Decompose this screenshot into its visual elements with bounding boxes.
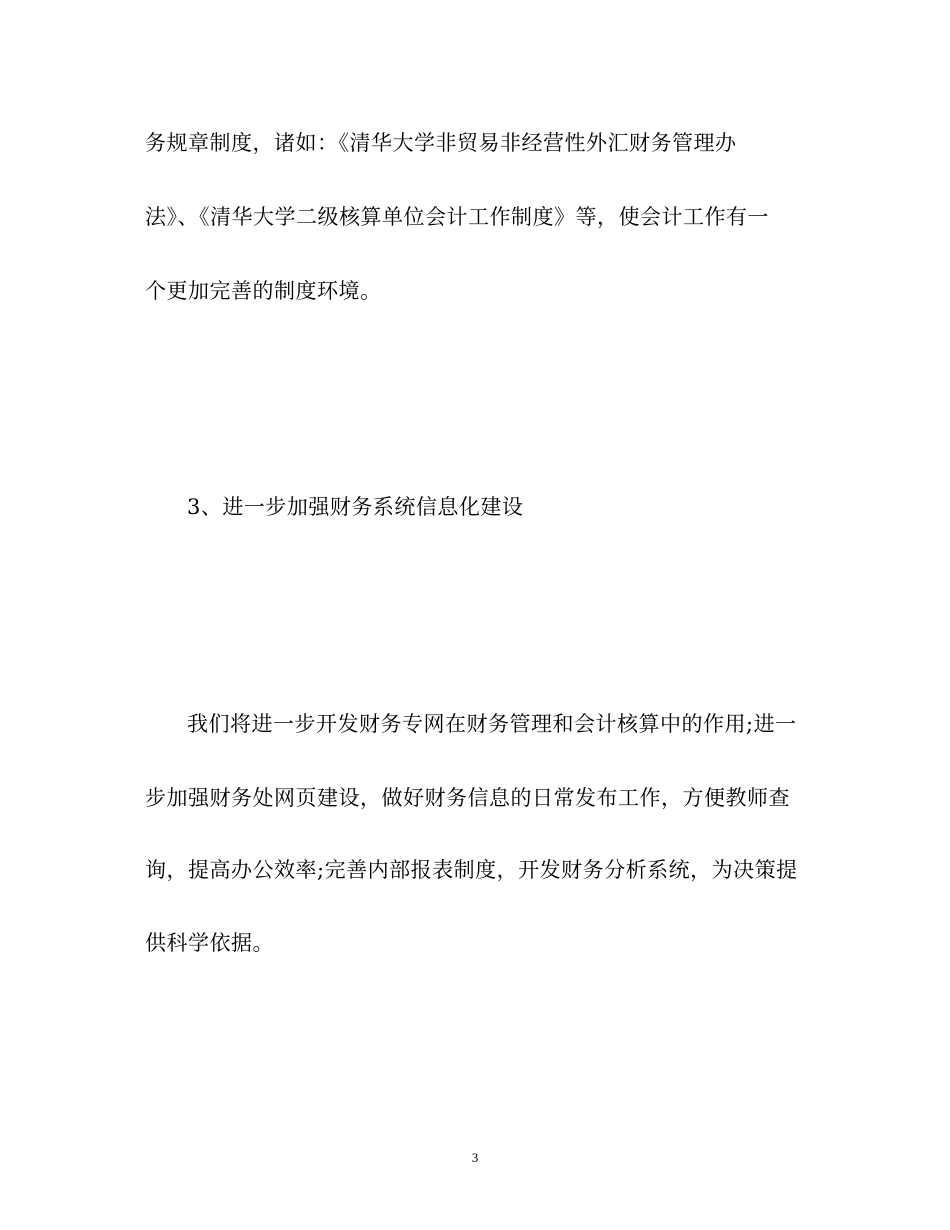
text-line: 步加强财务处网页建设，做好财务信息的日常发布工作，方便教师查 [145, 786, 790, 810]
text-line: 我们将进一步开发财务专网在财务管理和会计核算中的作用;进一 [187, 712, 797, 736]
text-line: 供科学依据。 [145, 931, 274, 955]
text-line: 询，提高办公效率;完善内部报表制度，开发财务分析系统，为决策提 [145, 858, 798, 882]
text-line: 法》、《清华大学二级核算单位会计工作制度》等，使会计工作有一 [145, 205, 769, 229]
section-heading: 3、进一步加强财务系统信息化建设 [187, 495, 524, 519]
page-number: 3 [471, 1150, 479, 1165]
text-line: 个更加完善的制度环境。 [145, 279, 382, 303]
text-line: 务规章制度，诸如：《清华大学非贸易非经营性外汇财务管理办 [145, 131, 737, 155]
